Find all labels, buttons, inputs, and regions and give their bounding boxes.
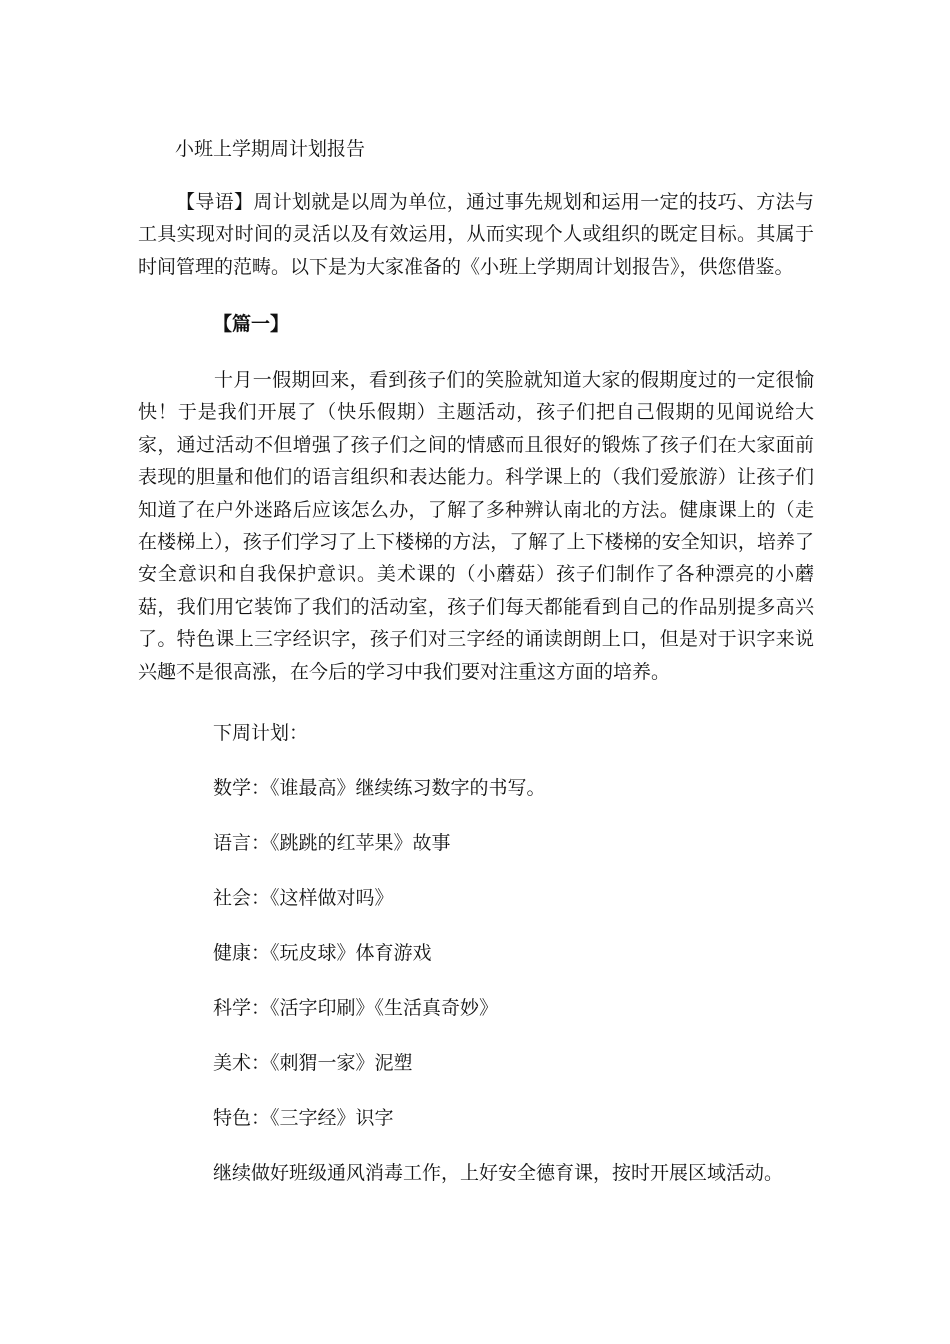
closing-paragraph: 继续做好班级通风消毒工作，上好安全德育课，按时开展区域活动。 [213,1162,784,1184]
body-paragraph: 十月一假期回来，看到孩子们的笑脸就知道大家的假期度过的一定很愉快！于是我们开展了（快乐假期）主题活动，孩子们把自己假期的见闻说给大家，通过活动不但增强了孩子们之间的情感而且很好的锻炼了孩子们在大家面前表现的胆量和他们的语言组织和表达能力。科学课上的（我们爱旅游）让孩子们知道了在户外迷路后应该怎么办，了解了多种辨认南北的方法。健康课上的（走在楼梯上），孩子们学习了上下楼梯的方法，了解了上下楼梯的安全知识，培养了安全意识和自我保护意识。美术课的（小蘑菇）孩子们制作了各种漂亮的小蘑菇，我们用它装饰了我们的活动室，孩子们每天都能看到自己的作品别提多高兴了。特色课上三字经识字，孩子们对三字经的诵读朗朗上口，但是对于识字来说兴趣不是很高涨，在今后的学习中我们要对注重这方面的培养。 [138,369,814,683]
document-title: 小班上学期周计划报告 [175,138,366,160]
plan-item-feature: 特色：《三字经》识字 [213,1107,394,1129]
plan-item-health: 健康：《玩皮球》体育游戏 [213,942,432,964]
plan-heading: 下周计划： [213,722,309,744]
section-heading: 【篇一】 [213,313,290,335]
plan-item-art: 美术：《刺猬一家》泥塑 [213,1052,413,1074]
plan-item-language: 语言：《跳跳的红苹果》故事 [213,832,451,854]
plan-item-math: 数学：《谁最高》继续练习数字的书写。 [213,777,546,799]
plan-item-science: 科学：《活字印刷》《生活真奇妙》 [213,997,499,1019]
plan-item-society: 社会：《这样做对吗》 [213,887,394,909]
intro-paragraph: 【导语】周计划就是以周为单位，通过事先规划和运用一定的技巧、方法与工具实现对时间的灵活以及有效运用，从而实现个人或组织的既定目标。其属于时间管理的范畴。以下是为大家准备的《小班上学期周计划报告》，供您借鉴。 [138,191,814,278]
